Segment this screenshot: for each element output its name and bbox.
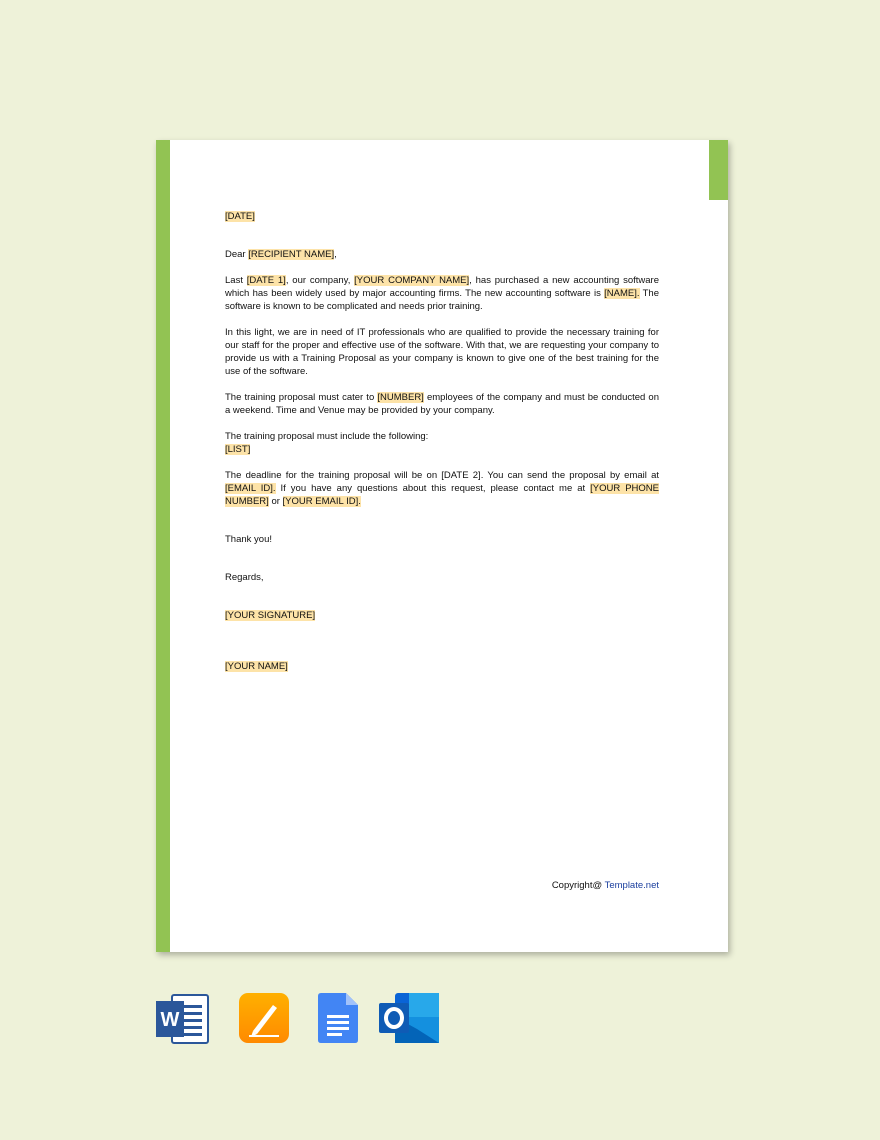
p1-text-1: Last (225, 275, 247, 286)
p1-text-4: The software is known to be complicated and needs prior training. (225, 288, 659, 312)
signature-line (225, 609, 659, 622)
regards: Regards, (225, 572, 264, 583)
greeting (225, 248, 659, 261)
date-line (225, 210, 659, 223)
signature-placeholder: [YOUR SIGNATURE] (225, 610, 316, 621)
p1-text-2: , our company, (285, 275, 355, 286)
top-accent-tab (709, 140, 728, 200)
recipient-placeholder: [RECIPIENT NAME] (248, 249, 335, 260)
email-placeholder: [EMAIL ID]. (225, 483, 276, 494)
pages-icon[interactable] (239, 993, 289, 1048)
greeting-suffix: , (334, 249, 337, 260)
name-placeholder: [NAME]. (604, 288, 640, 299)
paragraph-4: The training proposal must include the following: (225, 431, 429, 442)
greeting-prefix: Dear (225, 249, 249, 260)
word-icon[interactable] (156, 993, 210, 1050)
p3-text-2: employees of the company and must be conducted on a weekend. Time and Venue may be provided by your company. (225, 392, 659, 416)
name-line (225, 660, 659, 673)
your-email-placeholder: [YOUR EMAIL ID]. (282, 496, 361, 507)
svg-text:W: W (160, 1009, 180, 1031)
outlook-icon[interactable] (379, 993, 439, 1048)
paragraph-2: In this light, we are in need of IT professionals who are qualified to provide the necessary training for our staff for the proper and effective use of the software. With that, we are requesting your company to provide us with a Training Proposal as your company is known to give one of the best training for the use of the software. (225, 327, 659, 377)
p5-text-3: or (268, 496, 283, 507)
letter-body (225, 210, 659, 673)
google-docs-icon[interactable] (318, 993, 358, 1048)
copyright-line (552, 880, 659, 891)
p5-text-1: The deadline for the training proposal will be on [DATE 2]. You can send the proposal by email at (225, 470, 659, 481)
paragraph-1 (225, 274, 659, 313)
list-placeholder: [LIST] (225, 444, 251, 455)
p3-text-1: The training proposal must cater to (225, 392, 378, 403)
template-link[interactable]: Template.net (604, 880, 659, 891)
paragraph-5 (225, 469, 659, 508)
paragraph-3 (225, 391, 659, 417)
your-name-placeholder: [YOUR NAME] (225, 661, 288, 672)
company-placeholder: [YOUR COMPANY NAME] (354, 275, 470, 286)
date-placeholder: [DATE] (225, 211, 255, 222)
phone-placeholder: [YOUR PHONE NUMBER] (225, 483, 659, 507)
list-line (225, 443, 659, 456)
thank-you: Thank you! (225, 534, 272, 545)
number-placeholder: [NUMBER] (377, 392, 424, 403)
date1-placeholder: [DATE 1] (246, 275, 286, 286)
p5-text-2: If you have any questions about this request, please contact me at (275, 483, 591, 494)
copyright-prefix: Copyright@ (551, 880, 605, 891)
p1-text-3: , has purchased a new accounting software which has been widely used by major accounting firms. The new accounting software is (225, 275, 659, 299)
document-page (156, 140, 728, 952)
left-accent-bar (156, 140, 170, 952)
